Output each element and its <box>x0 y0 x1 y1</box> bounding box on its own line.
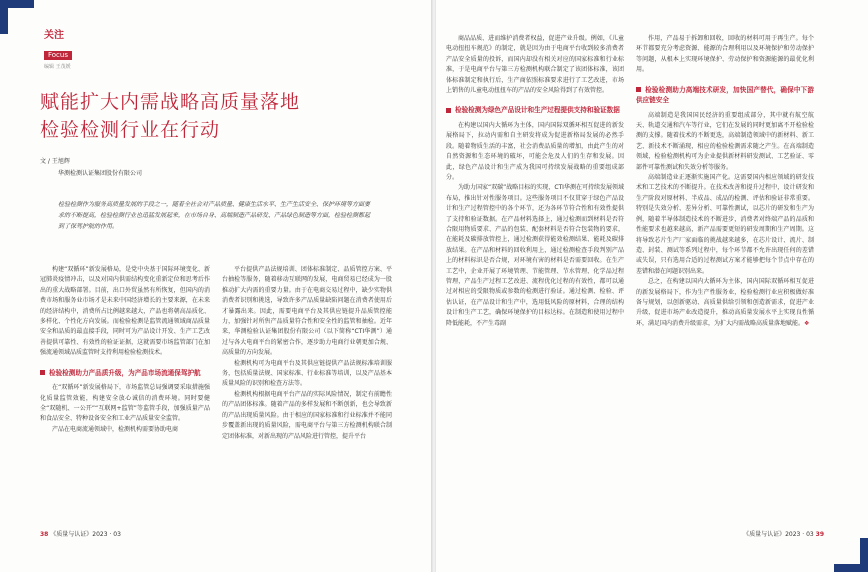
square-bullet-icon <box>636 87 641 92</box>
section-label: 关注 <box>44 30 64 41</box>
corner-mark-bottom-right <box>834 538 868 572</box>
author-affiliation: 华测检测认证集团股份有限公司 <box>58 170 143 177</box>
paragraph: 平台提供产品法规培训、团体标准制定、品质管控方案、平台抽检等服务，随着移动互联网的发展，电商贸易已经成为一股推动扩大内需的重要力量。由于在电商交易过程中，缺少实物供消费者识别和挑选，导致许多产品质量缺陷问题在消费者使用后才暴露出来。因此，需要电商平台及其供应链提升品质管控能力，加强针对所售产品质量符合性和安全性的监管和抽检。近年来，华测检验认证集团股份有限公司（以下简称“CTI华测”）通过与各大电商平台的紧密合作，逐步助力电商行业朝更加合规、高质量的方向发展。 <box>222 266 392 357</box>
paragraph: 检测机构根据电商平台产品的实际风险情况，制定有前瞻性的产品团体标准。随着产品的多样发展和不断创新，也会导致新的产品出现质量风险。由于相应的国家标准和行业标准并不能同步覆盖新出现的质量风险，需电商平台与第三方检测机构联合制定团体标准，对新出现的产品风险进行管控，提升平台 <box>222 390 392 440</box>
square-bullet-icon <box>446 108 451 113</box>
square-bullet-icon <box>40 370 45 375</box>
corner-mark-top-left <box>0 0 34 34</box>
author-byline: 文 / 王旭辉 <box>40 158 70 165</box>
article-abstract: 检验检测作为服务高质量发展的手段之一，随着全社会对产品质量、健康生活水平、生产生活安全、保护环境等方面要求的不断提高，检验检测行业也迅猛发展起来，在市场自身、高端制造产品研发、产品绿色制造等方面，检验检测都起到了保驾护航的作用。 <box>58 201 371 230</box>
section-heading-text: 检验检测助力高端技术研发，加快国产替代，确保中下游供应链安全 <box>636 85 814 105</box>
left-page <box>0 0 432 572</box>
paragraph: 商品品质、进而维护消费者权益，促进产业升级。例如，《儿童电动扭扭车规范》的制定，就是因为由于电商平台收到较多消费者产品安全质量的投诉，而国内却没有相关对应的国家标准和行业标准，于是电商平台与第三方检测机构联合制定了该团体标准，该团体标准制定和执行后，生产商依照标准要求进行了工艺改进，市场上销售的儿童电动扭扭车的产品的安全风险得到了有效管控。 <box>446 35 624 95</box>
section-tag <box>44 30 72 70</box>
article-title <box>40 88 300 144</box>
text-column-3 <box>446 34 624 329</box>
section-heading-text: 检验检测为绿色产品设计和生产过程提供支持和验证数据 <box>455 106 620 115</box>
journal-issue: 《质量与认证》2023 · 03 <box>743 531 814 538</box>
page-number: 39 <box>815 531 824 538</box>
paragraph: 在“双循环”新发展格局下，市场监管总局强调要采取措施强化质量监管效能，构建安全放心诚信的消费环境。同时要健全“双随机、一公开”“互联网+监管”等监管手段，加强质量产品和食品安全、特种设备安全和工业产品质量安全监管。 <box>40 384 210 423</box>
right-page <box>436 0 868 572</box>
title-line-1: 赋能扩大内需战略高质量落地 <box>40 91 301 113</box>
paragraph: 高端制造是我国国民经济的重要组成部分，其中就有航空航天、轨道交通和汽车等行业，它们在发展的同时更加离不开检验检测的支撑。随着技术的不断更迭，高端制造领域中的新材料、新工艺、新技术不断涌现，相应的检验检测需求随之产生。在高端制造领域，检验检测机构可为企业提供新材料研发测试、工艺验证、零部件可靠性测试和失效分析等服务。 <box>636 111 814 171</box>
section-heading <box>40 368 210 379</box>
paragraph <box>636 277 814 329</box>
text-column-1 <box>40 265 210 435</box>
paragraph: 作用，产品易于拆卸和回收，回收的材料可用于再生产。每个环节都要充分考虑资源、能源的合理利用以及环境保护和劳动保护等问题，从根本上实现环境保护、劳动保护和资源能源的最优化利用。 <box>636 35 814 74</box>
end-mark-icon: ❖ <box>804 319 810 327</box>
section-editor: 编辑 王茂媛 <box>44 64 71 70</box>
section-heading <box>446 105 624 116</box>
paragraph: 产品在电商流通领域中，检测机构需要协助电商 <box>52 425 179 433</box>
paragraph: 高端制造业正逐渐实施国产化。这需要国内相应领域的研发技术和工艺技术的不断提升。在技术改善和提升过程中，设计研发和生产阶段对原材料、半成品、成品的检测、评估和验证非常重要。特别是失效分析、差异分析、可靠性测试，以芯片的研发和生产为例，随着半导体制造技术的不断进步，消费者对终端产品的品质和性能要求也越来越高，新产品需要更短的研发周期和生产周期。这将导致芯片生产厂家面临的挑战越来越多，在芯片设计、流片、制造、封装、测试等系列过程中，每个环节都不允许出现任何的差错或失误，只有选用合适的过程测试方案才能够把每个节点中存在的差错和潜在问题识别出来。 <box>636 174 814 275</box>
section-label-en: Focus <box>44 51 72 60</box>
page-number: 38 <box>40 531 49 538</box>
section-heading <box>636 85 814 106</box>
journal-issue: 《质量与认证》2023 · 03 <box>50 531 121 538</box>
paragraph: 构建“双循环”新发展格局，是党中央基于国际环境变化、新冠肺炎疫情冲击，以及对国内供需结构变化重新定位和思考后作出的重大战略部署。目前，出口外贸虽然有所恢复，但国内的消费市场和服务业市场才是未来中国经济增长的主要来源，在未来的经济结构中，消费所占比例越来越大，产品也将朝高品质化、多样化、个性化方向发展。而检验检测是监管流通领域商品质量安全和品质的最直接手段，同时可为产品设计开发、生产工艺改善提供可靠性、有效性的验证证据，这就需要市场监管部门在加强流通领域品质监管时支持利用检验检测技术。 <box>40 266 210 357</box>
title-line-2: 检验检测行业在行动 <box>40 119 221 141</box>
section-heading-text: 检验检测助力产品质升级，为产品市场流通保驾护航 <box>49 368 201 377</box>
folio-right <box>743 529 824 538</box>
paragraph: 在构建以国内大循环为主体，国内国际双循环相互促进的新发展格局下，拉动内需和自主研发将成为促进新格局发展的必然手段。随着物质生活的丰富，社会消费品质量的增加，由此产生的对自然资源和生态环境的破坏，可能会危及人们的生存和发展。因此，绿色产品设计和生产成为我国可持续发展战略的重要组成部分。 <box>446 121 624 181</box>
folio-left <box>40 529 121 538</box>
paragraph: 检测机构可为电商平台及其供应链提供产品法规标准培训服务，包括质量法规、国家标准、行业标准等培训，以及产品基本质量风险的识别和检查方法等。 <box>222 359 392 388</box>
text-column-4 <box>636 34 814 329</box>
text-column-2 <box>222 265 392 442</box>
paragraph-text: 总之，在构建以国内大循环为主体，国内国际双循环相互促进的新发展格局下，作为生产性服务业，检验检测行业应积极做好准备与规划，以创新驱动、高质量供给引领和创造新需求，促进产业升级，促进市场产业改造提升，推动高质量发展水平上实现良性循环，满足国内消费升级需求，为扩大内需战略高质量落地赋能。 <box>636 278 814 327</box>
paragraph: 为助力国家“双碳”战略目标的实现，CTI华测在可持续发展领域布局，推出针对性服务项目。这些服务项目不仅贯穿于绿色产品设计和生产过程管控中的各个环节，还为各环节符合性和有效性提供了支持和验证数据。在产品材料选择上，通过检测而到材料是否符合限用物质要求、产品的包装、配套材料是否符合包装物的要求，在能耗及碳排放管控上，通过检测获得能效检测结果、能耗及碳排放结果。在产品和材料的回收利用上，通过检测检查手段判别产品上的材料标识是否合规，对环境有害的材料是否需要回收。在生产工艺中，企业开展了环境管理、节能管理、节水管理、化学品过程管理，产品生产过程工艺改进、流程优化过程的有效性，都可以通过对相应的受限物质或参数的检测进行验证。通过检测、检验、评估认证，在产品设计和生产中，选用低风险的原材料，合理的结构设计和生产工艺，确保环境保护的目标达标。在制造和使用过程中降低能耗，不产生毒副 <box>446 184 624 327</box>
